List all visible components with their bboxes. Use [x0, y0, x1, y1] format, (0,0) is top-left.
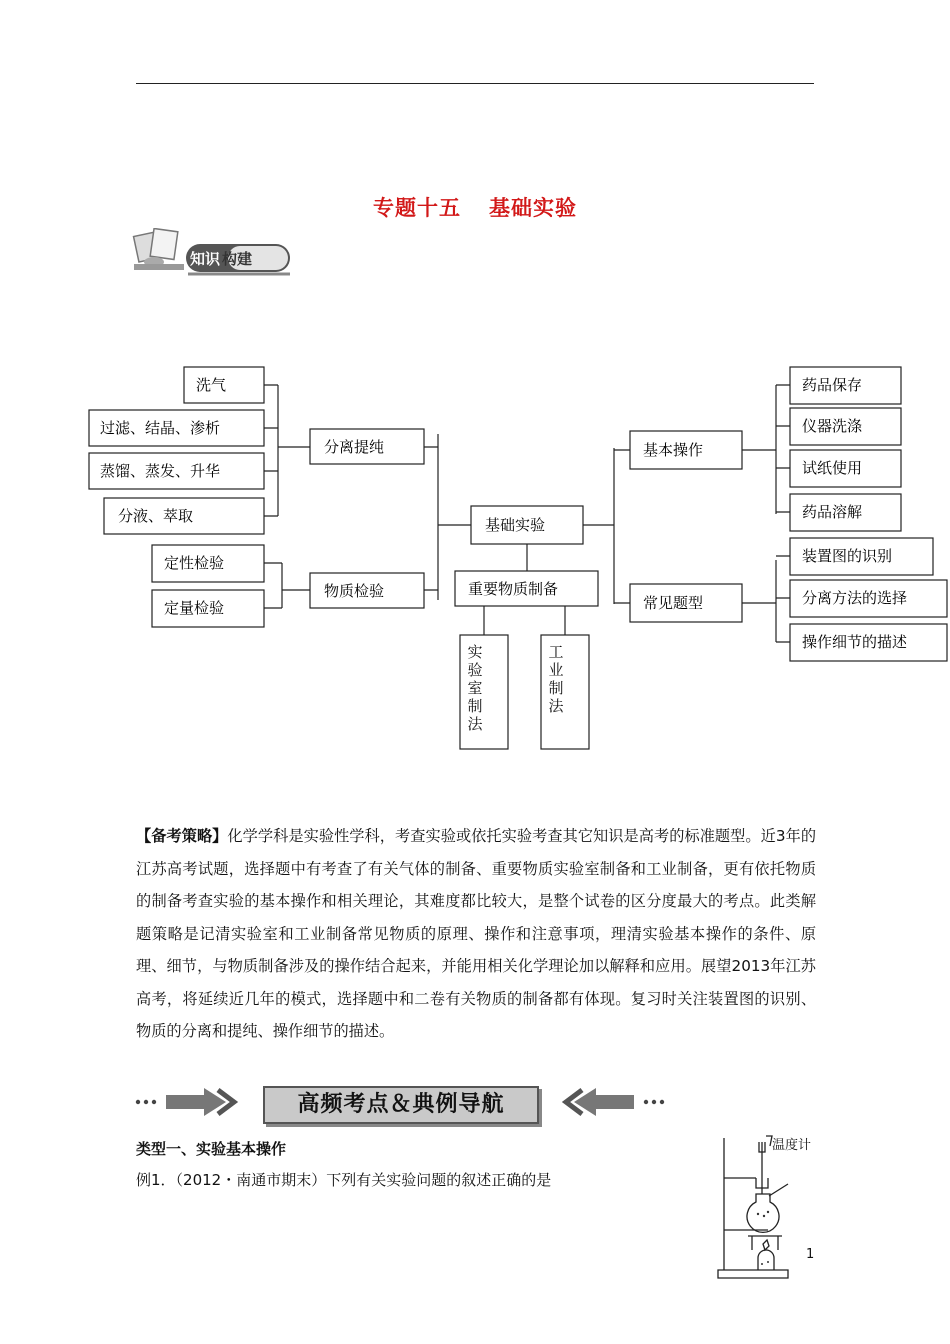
- sep-item-2: 过滤、结晶、渗析: [100, 419, 221, 437]
- badge-text-b: 构建: [222, 250, 253, 268]
- node-preparation: 重要物质制备: [468, 580, 559, 598]
- node-inspection: 物质检验: [324, 582, 385, 600]
- section-heading: 类型一、实验基本操作: [136, 1140, 287, 1158]
- type-item-3: 操作细节的描述: [802, 633, 908, 651]
- op-item-4: 药品溶解: [802, 503, 863, 521]
- strategy-paragraph: [136, 820, 816, 1048]
- node-question-types: 常见题型: [643, 594, 704, 612]
- insp-item-1: 定性检验: [164, 554, 225, 572]
- op-item-3: 试纸使用: [802, 459, 863, 477]
- badge-text-a: 知识: [190, 250, 221, 268]
- sep-item-3: 蒸馏、蒸发、升华: [100, 462, 221, 480]
- node-separation: 分离提纯: [324, 438, 385, 456]
- prep-industrial-method: 工业制法: [548, 643, 564, 715]
- page-title: 专题十五 基础实验: [373, 196, 577, 220]
- node-center: 基础实验: [485, 516, 546, 534]
- type-item-2: 分离方法的选择: [802, 589, 908, 607]
- strategy-label: 【备考策略】: [136, 827, 228, 845]
- type-item-1: 装置图的识别: [802, 547, 893, 565]
- banner-title: 高频考点＆典例导航: [263, 1086, 539, 1124]
- thermometer-label: 温度计: [772, 1138, 812, 1153]
- sep-item-1: 洗气: [196, 376, 227, 394]
- section-banner: [134, 1080, 674, 1140]
- sep-item-4: 分液、萃取: [118, 507, 194, 525]
- insp-item-2: 定量检验: [164, 599, 225, 617]
- node-basic-ops: 基本操作: [643, 441, 704, 459]
- op-item-2: 仪器洗涤: [802, 417, 863, 435]
- example-question: 例1．（2012・南通市期末）下列有关实验问题的叙述正确的是: [136, 1171, 552, 1189]
- strategy-text: 化学学科是实验性学科，考查实验或依托实验考查其它知识是高考的标准题型。近3年的江苏高考试题，选择题中有考查了有关气体的制备、重要物质实验室制备和工业制备，更有依托物质的制备考查实验的基本操作和相关理论，其难度都比较大，是整个试卷的区分度最大的考点。此类解题策略是记清实验室和工业制备常见物质的原理、操作和注意事项，理清实验基本操作的条件、原理、细节，与物质制备涉及的操作结合起来，并能用相关化学理论加以解释和应用。展望2013年江苏高考，将延续近几年的模式，选择题中和二卷有关物质的制备都有体现。复习时关注装置图的识别、物质的分离和提纯、操作细节的描述。: [136, 827, 817, 1040]
- page-number: 1: [806, 1247, 815, 1262]
- op-item-1: 药品保存: [802, 376, 863, 394]
- prep-lab-method: 实验室制法: [467, 643, 483, 733]
